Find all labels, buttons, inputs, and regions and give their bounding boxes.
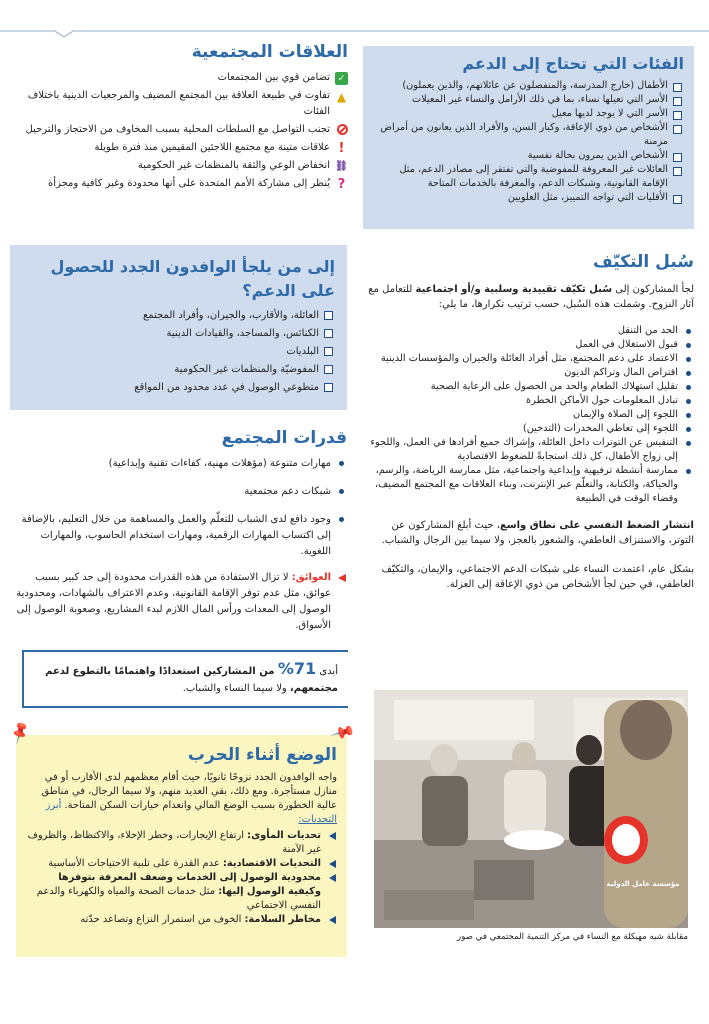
obstacles-paragraph: العوائق: لا تزال الاستفادة من هذه القدرات محدودة إلى حد كبير بسبب عوائق، مثل عدم توفر الإقامة القانونية، وعدم الاعتراف بالشهادات، ومحدودية الوصول إلى المعدات ورأس المال اللازم لبدء المشاريع، وصعوبة الوصول إلى الأسواق. [14,570,347,634]
top-divider [0,26,709,38]
vest-text: مؤسسة عامل الدولية [606,880,680,888]
list-item: اللجوء إلى الصلاة والإيمان [364,408,694,422]
list-item: محدودية الوصول إلى الخدمات وضعف المعرفة بتوفرها وكيفية الوصول إليها: مثل خدمات الصحة والمياه والكهرباء والدعم النفسي الاجتماعي [26,871,337,913]
coping-list [364,324,694,506]
coping-section [364,252,694,592]
list-item: الحد من التنقل [364,324,694,338]
list-item: تقليل استهلاك الطعام والحد من الحصول على الرعاية الصحية [364,380,694,394]
stress-paragraph: انتشار الضغط النفسي على نطاق واسع، حيث أبلغ المشاركون عن التوتر، والاستنزاف العاطفي، والشعور بالعجز، ولا سيما بين الرجال والشباب. [381,520,694,546]
list-item: الأسر التي تعيلها نساء، بما في ذلك الأرامل والنساء غير المعيلات [373,93,684,107]
community-relations-section [10,42,348,194]
photo-caption: مقابلة شبه مهيكلة مع النساء في مركز التنمية المجتمعي في صور [457,932,688,942]
list-item: اقتراض المال وتراكم الديون [364,366,694,380]
support-sources-title: إلى من يلجأ الوافدون الجدد للحصول على الدعم؟ [50,257,335,300]
list-item: متطوعي الوصول في عدد محدود من المواقع [22,379,335,397]
list-item: العائلة، والأقارب، والجيران، وأفراد المجتمع [22,307,335,325]
groups-in-need-list [373,79,684,205]
volunteer-stat-box: أبدى 71% من المشاركين استعدادًا واهتمامًا بالتطوع لدعم مجتمعهم، ولا سيما النساء والشباب. [22,650,348,708]
groups-in-need-box [363,46,694,229]
list-item: الأسر التي لا يوجد لديها معيل [373,107,684,121]
list-item: مهارات متنوعة (مؤهلات مهنية، كفاءات تقنية وإبداعية) [14,456,347,472]
groups-in-need-title: الفئات التي تحتاج إلى الدعم [462,54,684,73]
relation-item: ▲ تفاوت في طبيعة العلاقة بين المجتمع المضيف والمرجعيات الدينية باختلاف الفئات [27,89,347,117]
list-item: شبكات دعم مجتمعية [14,484,347,500]
check-icon: ✓ [335,72,348,85]
list-item: الأشخاص من ذوي الإعاقة، وكبار السن، والأفراد الذين يعانون من أمراض مزمنة [373,121,684,149]
list-item: البلديات [22,343,335,361]
capacities-section [14,428,347,634]
community-relations-list [10,70,348,192]
list-item: التنفيس عن التوترات داخل العائلة، وإشراك جميع أفرادها في العمل، واللجوء إلى زواج الأطفال، كل ذلك استجابةً للضغوط الاقتصادية [364,436,694,464]
community-relations-title: العلاقات المجتمعية [191,42,348,62]
list-item: وجود دافع لدى الشباب للتعلّم والعمل والمساهمة من خلال التعليم، بالإضافة إلى اكتساب المهارات الرقمية، ومهارات استخدام الحاسوب، والمهارات اللغوية. [14,512,347,560]
question-icon: ? [337,176,346,192]
list-item: الأقليات التي تواجه التمييز، مثل العلويين [373,191,684,205]
relation-item: ! علاقات متينة مع مجتمع اللاجئين المقيمين منذ فترة طويلة [10,140,348,156]
list-item: مخاطر السلامة: الخوف من استمرار النزاع وتصاعد حدّته [26,913,337,927]
war-situation-intro: واجه الوافدون الجدد نزوحًا ثانويًا، حيث أقام معظمهم لدى الأقارب أو في منازل مستأجرة. ومع ذلك، بقي العديد منهم، ولا سيما الرجال، في مناطق عالية الخطورة بسبب الوضع المالي وانعدام خيارات السكن المتاحة. أبرز التحديات: [41,772,337,825]
pushpin-icon: 📌 [329,719,357,746]
volunteer-percent: 71% [277,659,317,678]
broken-link-icon: ⛓ [335,160,348,172]
list-item: قبول الاستغلال في العمل [364,338,694,352]
war-situation-box [6,719,357,957]
relation-item: ⛓ انخفاض الوعي والثقة بالمنظمات غير الحكومية [137,160,348,172]
list-item: العائلات غير المعروفة للمفوضية والتي تفتقر إلى مصادر الدعم، مثل الإقامة القانونية، وشبكات الدعم، والمعرفة بالخدمات المتاحة [373,163,684,191]
war-situation-title: الوضع أثناء الحرب [187,745,337,765]
list-item: الأطفال (خارج المدرسة، والمنفصلون عن عائلاتهم، والذين يعملون) [373,79,684,93]
list-item: الاعتماد على دعم المجتمع، مثل أفراد العائلة والجيران والمؤسسات الدينية [364,352,694,366]
list-item: تبادل المعلومات حول الأماكن الخطرة [364,394,694,408]
relation-item: ✓ تضامن قوي بين المجتمعات [10,70,348,86]
list-item: اللجوء إلى تعاطي المخدرات (التدخين) [364,422,694,436]
exclamation-icon: ! [338,140,345,156]
relation-item: تجنب التواصل مع السلطات المحلية بسبب المخاوف من الاحتجاز والترحيل [10,122,348,138]
general-paragraph: بشكل عام، اعتمدت النساء على شبكات الدعم الاجتماعي، والإيمان، والتكيّف العاطفي، في حين لجأ الأشخاص من ذوي الإعاقة إلى العزلة. [381,564,694,590]
photo-illustration [374,690,688,928]
support-sources-box [10,245,347,410]
list-item: تحديات المأوى: ارتفاع الإيجارات، وخطر الإخلاء، والاكتظاظ، والظروف غير الآمنة [26,829,337,857]
no-entry-icon [337,124,348,135]
capacities-title: قدرات المجتمع [221,428,347,448]
list-item: المفوضيّة والمنظمات غير الحكومية [22,361,335,379]
list-item: الكنائس، والمساجد، والقيادات الدينية [22,325,335,343]
red-arrow-icon [338,574,346,582]
warning-icon: ▲ [336,89,347,104]
list-item: الأشخاص الذين يمرون بحالة نفسية [373,149,684,163]
list-item: ممارسة أنشطة ترفيهية وإبداعية واجتماعية، مثل ممارسة الرياضة، والرسم، والحياكة، والكتابة، والتعلّم عبر الإنترنت، وبناء العلاقات مع المجتمع المضيف، وقضاء الوقت في الطبيعة [364,464,694,506]
support-sources-list [22,307,335,397]
coping-intro: لجأ المشاركون إلى سُبل تكيّف تقييدية وسلبية و/أو اجتماعية للتعامل مع آثار النزوح. وشملت هذه السُبل، حسب ترتيب تكرارها، ما يلي: [368,284,694,310]
coping-title: سُبل التكيّف [593,252,694,272]
war-challenges-list [26,829,337,927]
interview-photo [374,690,688,928]
list-item: التحديات الاقتصادية: عدم القدرة على تلبية الاحتياجات الأساسية [26,857,337,871]
capacities-list [14,456,347,560]
relation-item: ? يُنظر إلى مشاركة الأمم المتحدة على أنها محدودة وغير كافية ومجزأة [10,176,348,192]
pushpin-icon: 📌 [6,719,34,746]
